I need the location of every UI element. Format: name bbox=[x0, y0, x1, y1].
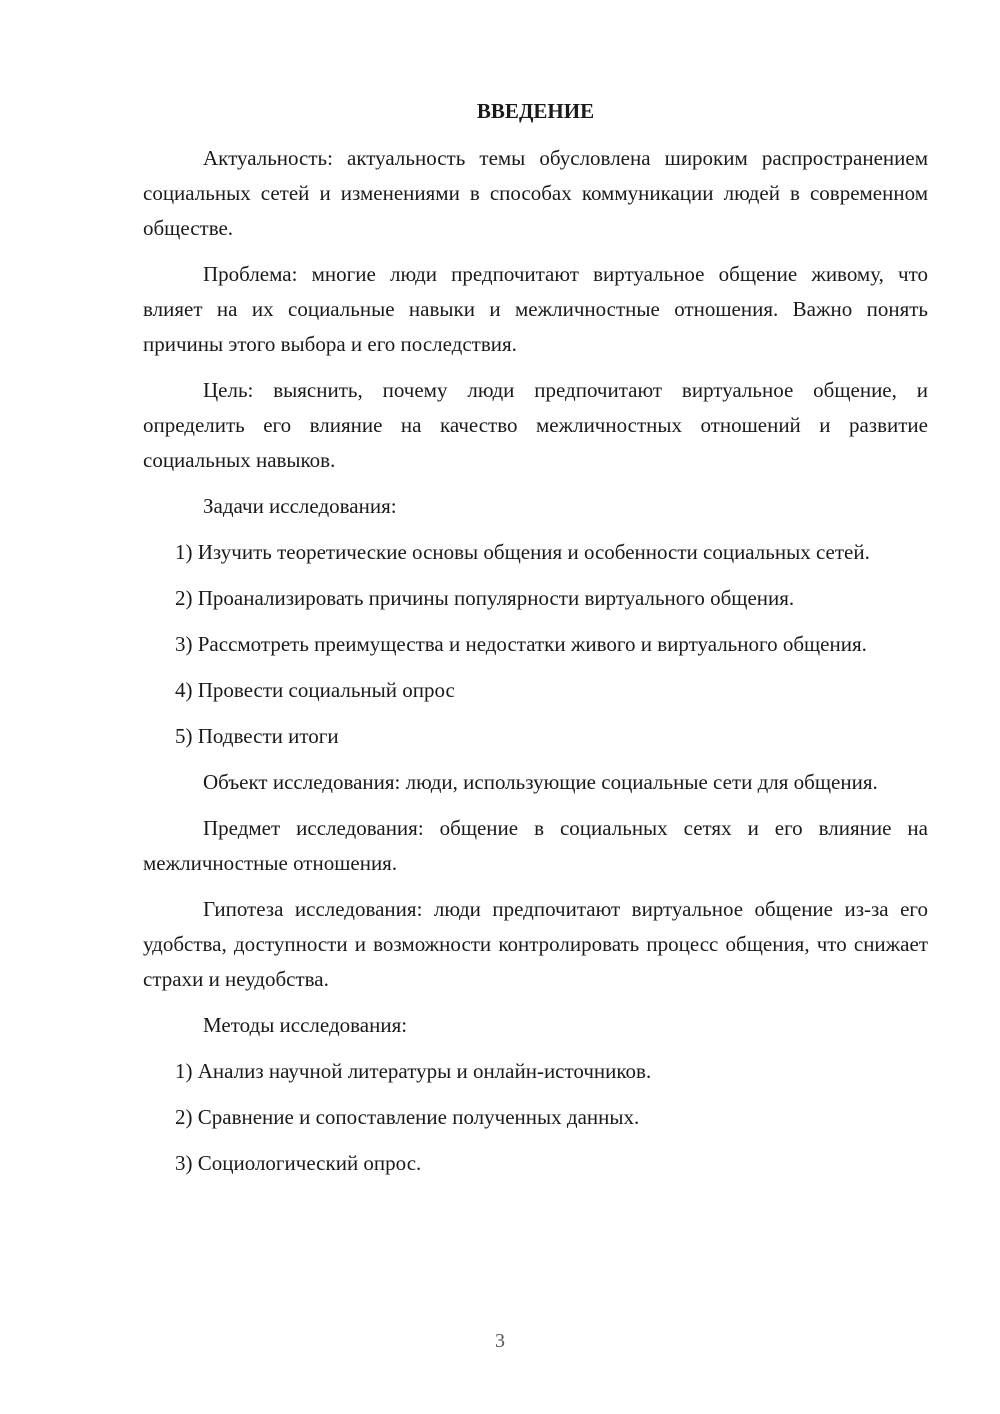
document-body bbox=[143, 94, 928, 1192]
tasks-heading: Задачи исследования: bbox=[203, 494, 397, 518]
method-item: 2) Сравнение и сопоставление полученных данных. bbox=[175, 1105, 640, 1129]
methods-heading: Методы исследования: bbox=[203, 1013, 408, 1037]
subject-paragraph: Предмет исследования: общение в социальных сетях и его влияние на межличностные отношения. bbox=[143, 816, 928, 875]
section-title: ВВЕДЕНИЕ bbox=[476, 99, 595, 123]
hypothesis-paragraph: Гипотеза исследования: люди предпочитают виртуальное общение из-за его удобства, доступности и возможности контролировать процесс общения, что снижает страхи и неудобства. bbox=[143, 897, 928, 991]
page-number: 3 bbox=[495, 1330, 505, 1352]
method-item: 1) Анализ научной литературы и онлайн-источников. bbox=[175, 1059, 652, 1083]
problem-paragraph: Проблема: многие люди предпочитают виртуальное общение живому, что влияет на их социальные навыки и межличностные отношения. Важно понять причины этого выбора и его последствия. bbox=[143, 262, 928, 356]
task-item: 4) Провести социальный опрос bbox=[175, 678, 455, 702]
method-item: 3) Социологический опрос. bbox=[175, 1151, 422, 1175]
task-item: 1) Изучить теоретические основы общения и особенности социальных сетей. bbox=[175, 540, 870, 564]
task-item: 2) Проанализировать причины популярности виртуального общения. bbox=[175, 586, 795, 610]
object-paragraph: Объект исследования: люди, использующие социальные сети для общения. bbox=[203, 770, 878, 794]
goal-paragraph: Цель: выяснить, почему люди предпочитают виртуальное общение, и определить его влияние на качество межличностных отношений и развитие социальных навыков. bbox=[143, 378, 928, 472]
task-item: 3) Рассмотреть преимущества и недостатки живого и виртуального общения. bbox=[175, 632, 867, 656]
task-item: 5) Подвести итоги bbox=[175, 724, 339, 748]
relevance-paragraph: Актуальность: актуальность темы обусловлена широким распространением социальных сетей и изменениями в способах коммуникации людей в современном обществе. bbox=[143, 146, 928, 240]
